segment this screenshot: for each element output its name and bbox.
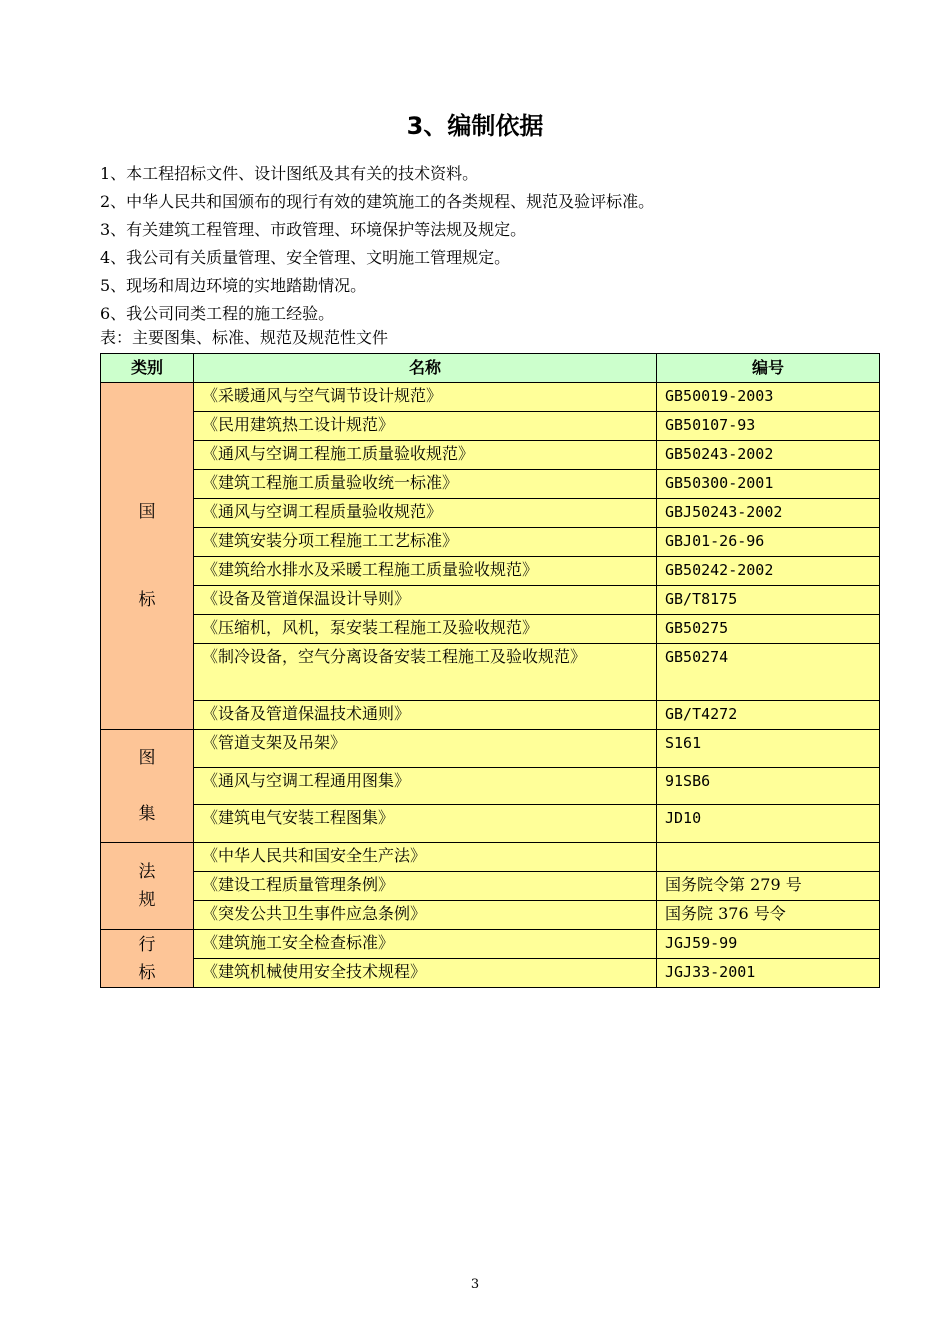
table-row [101, 412, 880, 441]
standard-name: 《压缩机，风机，泵安装工程施工及验收规范》 [194, 615, 657, 644]
standard-name: 《通风与空调工程质量验收规范》 [194, 499, 657, 528]
table-row [101, 959, 880, 988]
table-row [101, 586, 880, 615]
basis-item: 2、中华人民共和国颁布的现行有效的建筑施工的各类规程、规范及验评标准。 [100, 192, 655, 211]
table-row [101, 557, 880, 586]
standard-code: GB50243-2002 [657, 441, 880, 470]
basis-item: 6、我公司同类工程的施工经验。 [100, 304, 335, 323]
category-char: 法 [138, 862, 156, 882]
category-char: 集 [138, 804, 156, 824]
page-title: 3、编制依据 [406, 112, 544, 140]
table-row [101, 615, 880, 644]
standard-name: 《采暖通风与空气调节设计规范》 [194, 383, 657, 412]
table-row [101, 930, 880, 959]
table-row [101, 805, 880, 843]
category-char: 国 [138, 502, 156, 522]
standard-name: 《民用建筑热工设计规范》 [194, 412, 657, 441]
category-char: 图 [138, 748, 156, 768]
standard-name: 《通风与空调工程通用图集》 [194, 767, 657, 805]
standard-code: 国务院令第 279 号 [657, 872, 880, 901]
basis-item: 5、现场和周边环境的实地踏勘情况。 [100, 276, 367, 295]
header-code: 编号 [657, 354, 880, 383]
standard-name: 《中华人民共和国安全生产法》 [194, 843, 657, 872]
standard-code: S161 [657, 730, 880, 768]
basis-item: 4、我公司有关质量管理、安全管理、文明施工管理规定。 [100, 248, 511, 267]
category-cell-regulation [101, 843, 194, 930]
standard-code: GB50300-2001 [657, 470, 880, 499]
standard-name: 《管道支架及吊架》 [194, 730, 657, 768]
standard-code: 国务院 376 号令 [657, 901, 880, 930]
standard-code: JGJ33-2001 [657, 959, 880, 988]
category-char: 规 [138, 890, 156, 910]
standard-code: GB50107-93 [657, 412, 880, 441]
page-number: 3 [470, 1277, 480, 1292]
standard-code: GB/T8175 [657, 586, 880, 615]
table-header-row [101, 354, 880, 383]
standard-code: GB/T4272 [657, 701, 880, 730]
standard-name: 《建筑电气安装工程图集》 [194, 805, 657, 843]
standards-table [100, 353, 880, 988]
standard-code: JD10 [657, 805, 880, 843]
standard-name: 《建筑工程施工质量验收统一标准》 [194, 470, 657, 499]
table-row [101, 701, 880, 730]
header-name: 名称 [194, 354, 657, 383]
standard-code: GB50019-2003 [657, 383, 880, 412]
category-char: 标 [138, 590, 156, 610]
category-cell-atlas [101, 730, 194, 843]
standard-code: 91SB6 [657, 767, 880, 805]
standard-code: GB50274 [657, 644, 880, 701]
table-row [101, 499, 880, 528]
standard-code: GBJ01-26-96 [657, 528, 880, 557]
standard-name: 《设备及管道保温设计导则》 [194, 586, 657, 615]
table-row [101, 843, 880, 872]
standard-name: 《建筑施工安全检查标准》 [194, 930, 657, 959]
table-row [101, 901, 880, 930]
table-row [101, 730, 880, 768]
table-row [101, 383, 880, 412]
table-row [101, 767, 880, 805]
standard-name: 《建筑机械使用安全技术规程》 [194, 959, 657, 988]
table-caption: 表：主要图集、标准、规范及规范性文件 [100, 328, 389, 347]
table-row [101, 644, 880, 701]
table-row [101, 872, 880, 901]
table-row [101, 470, 880, 499]
standard-name: 《制冷设备，空气分离设备安装工程施工及验收规范》 [194, 644, 657, 701]
table-row [101, 441, 880, 470]
standard-code [657, 843, 880, 872]
standard-code: JGJ59-99 [657, 930, 880, 959]
table-row [101, 528, 880, 557]
standard-name: 《突发公共卫生事件应急条例》 [194, 901, 657, 930]
standard-code: GB50275 [657, 615, 880, 644]
standard-code: GB50242-2002 [657, 557, 880, 586]
standard-name: 《建筑给水排水及采暖工程施工质量验收规范》 [194, 557, 657, 586]
standard-name: 《建设工程质量管理条例》 [194, 872, 657, 901]
standard-name: 《建筑安装分项工程施工工艺标准》 [194, 528, 657, 557]
basis-item: 1、本工程招标文件、设计图纸及其有关的技术资料。 [100, 164, 479, 183]
standard-code: GBJ50243-2002 [657, 499, 880, 528]
standard-name: 《设备及管道保温技术通则》 [194, 701, 657, 730]
basis-list [100, 160, 654, 328]
category-cell-industry-standard [101, 930, 194, 988]
header-category: 类别 [101, 354, 194, 383]
standard-name: 《通风与空调工程施工质量验收规范》 [194, 441, 657, 470]
category-cell-national-standard [101, 383, 194, 730]
category-char: 标 [138, 962, 156, 983]
category-char: 行 [138, 934, 156, 955]
basis-item: 3、有关建筑工程管理、市政管理、环境保护等法规及规定。 [100, 220, 527, 239]
